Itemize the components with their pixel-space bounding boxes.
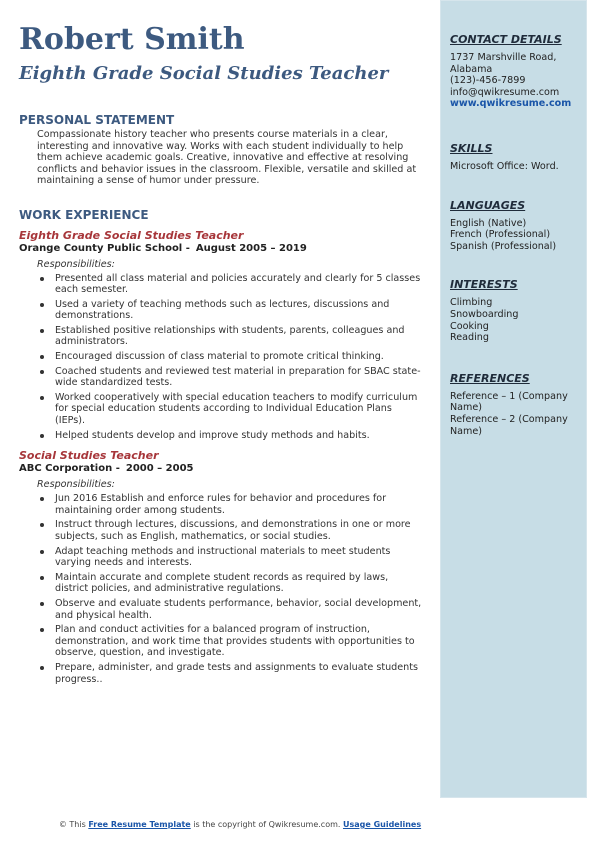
address-line: Alabama xyxy=(450,63,493,75)
list-item: Jun 2016 Establish and enforce rules for behavior and procedures for maintaining order among students. xyxy=(55,493,427,516)
responsibilities-list xyxy=(19,493,427,685)
references-list xyxy=(450,391,578,437)
interests-list xyxy=(450,297,578,343)
list-item: Established positive relationships with students, parents, colleagues and administrators. xyxy=(55,325,427,348)
list-item: Worked cooperatively with special education teachers to modify curriculum for special education students according to Individual Education Plans (IEPs). xyxy=(55,392,427,427)
languages-heading: LANGUAGES xyxy=(450,198,526,212)
footer-prefix: © This xyxy=(58,820,86,829)
usage-guidelines-link[interactable]: Usage Guidelines xyxy=(342,820,422,829)
job-company-line xyxy=(19,462,427,475)
list-item: Instruct through lectures, discussions, and demonstrations in one or more subjects, such as English, mathematics, or social studies. xyxy=(55,519,427,542)
job-dates: August 2005 – 2019 xyxy=(195,242,307,254)
job-title: Social Studies Teacher xyxy=(19,449,159,463)
list-item: Prepare, administer, and grade tests and assignments to evaluate students progress.. xyxy=(55,662,427,685)
email-address: info@qwikresume.com xyxy=(450,86,560,98)
list-item: Cooking xyxy=(450,320,489,332)
contact-details xyxy=(450,52,578,110)
job-company: ABC Corporation - xyxy=(19,463,120,475)
footer-copyright: is the copyright of Qwikresume.com. xyxy=(193,820,341,829)
responsibilities-label: Responsibilities: xyxy=(37,479,115,491)
work-experience-heading: WORK EXPERIENCE xyxy=(19,207,149,222)
list-item: Helped students develop and improve study methods and habits. xyxy=(55,430,427,442)
responsibilities-label: Responsibilities: xyxy=(37,258,115,270)
contact-heading: CONTACT DETAILS xyxy=(450,33,562,46)
list-item: French (Professional) xyxy=(450,229,551,241)
list-item: Adapt teaching methods and instructional materials to meet students varying needs and interests. xyxy=(55,546,427,569)
job-entry xyxy=(19,449,427,685)
list-item: Coached students and reviewed test material in preparation for SBAC state-wide standardized tests. xyxy=(55,366,427,389)
job-dates: 2000 – 2005 xyxy=(125,463,194,475)
sidebar xyxy=(440,0,587,798)
personal-statement-heading: PERSONAL STATEMENT xyxy=(19,113,175,127)
website-link[interactable]: www.qwikresume.com xyxy=(450,98,572,110)
job-entry xyxy=(19,229,427,442)
phone-number: (123)-456-7899 xyxy=(450,75,526,87)
list-item: Reference – 1 (Company Name) xyxy=(450,390,568,414)
list-item: Plan and conduct activities for a balanced program of instruction, demonstration, and work time that provides students with opportunities to observe, question, and investigate. xyxy=(55,624,427,659)
list-item: Snowboarding xyxy=(450,308,519,320)
personal-statement-text: Compassionate history teacher who presents course materials in a clear, interesting and innovative way. Works with each student individually to help them achieve academic goals. Creative, innovative and effective at resolving conflicts and behavior issues in the classroom. Flexible, versatile and skilled at maintaining a sense of humor under pressure. xyxy=(37,129,417,186)
references-heading: REFERENCES xyxy=(450,371,530,385)
list-item: Reading xyxy=(450,332,489,344)
candidate-title: Eighth Grade Social Studies Teacher xyxy=(19,63,389,84)
list-item: Microsoft Office: Word. xyxy=(450,160,559,172)
skills-list xyxy=(450,161,578,173)
footer xyxy=(0,820,480,830)
skills-heading: SKILLS xyxy=(450,141,493,155)
list-item: Spanish (Professional) xyxy=(450,240,557,252)
list-item: English (Native) xyxy=(450,217,527,229)
list-item: Observe and evaluate students performance, behavior, social development, and physical health. xyxy=(55,598,427,621)
list-item: Presented all class material and policies accurately and clearly for 5 classes each semester. xyxy=(55,273,427,296)
list-item: Maintain accurate and complete student records as required by laws, district policies, and administrative regulations. xyxy=(55,572,427,595)
responsibilities-list xyxy=(19,273,427,442)
list-item: Reference – 2 (Company Name) xyxy=(450,413,568,437)
list-item: Used a variety of teaching methods such as lectures, discussions and demonstrations. xyxy=(55,299,427,322)
free-resume-template-link[interactable]: Free Resume Template xyxy=(88,820,191,829)
main-column xyxy=(19,20,427,688)
job-company-line xyxy=(19,242,427,255)
candidate-name: Robert Smith xyxy=(19,22,245,57)
address-line: 1737 Marshville Road, xyxy=(450,52,557,63)
languages-list xyxy=(450,218,578,253)
job-title: Eighth Grade Social Studies Teacher xyxy=(19,228,244,242)
interests-heading: INTERESTS xyxy=(450,278,518,292)
list-item: Encouraged discussion of class material to promote critical thinking. xyxy=(55,351,427,363)
list-item: Climbing xyxy=(450,297,493,309)
job-company: Orange County Public School - xyxy=(19,242,190,254)
